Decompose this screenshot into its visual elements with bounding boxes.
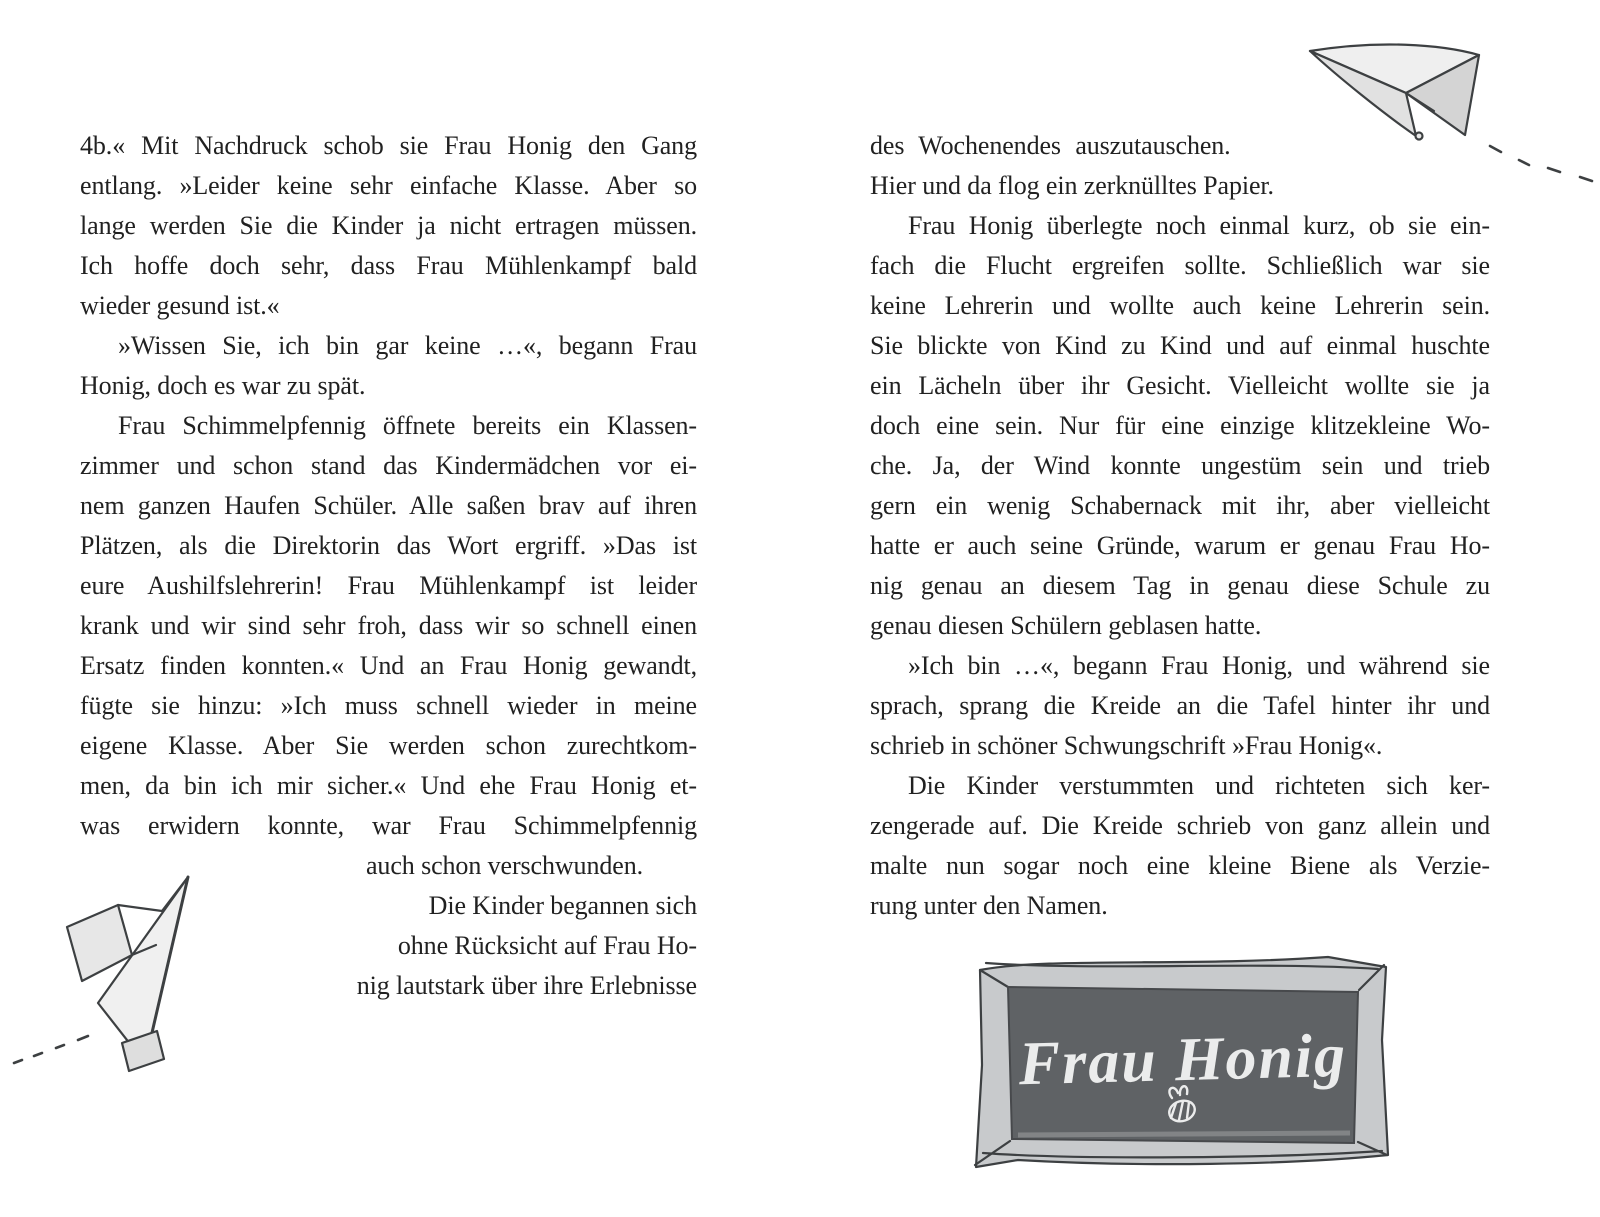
chalkboard-name-text: Frau Honig xyxy=(1017,1021,1348,1099)
text-line: Plätzen, als die Direktorin das Wort ergriff. »Das ist xyxy=(80,531,697,560)
text-line: eigene Klasse. Aber Sie werden schon zurechtkom- xyxy=(80,731,697,760)
text-line: fügte sie hinzu: »Ich muss schnell wieder in meine xyxy=(80,691,697,720)
text-line: malte nun sogar noch eine kleine Biene als Verzie- xyxy=(870,851,1490,880)
text-line: Sie blickte von Kind zu Kind und auf einmal huschte xyxy=(870,331,1490,360)
text-line: zimmer und schon stand das Kindermädchen vor ei- xyxy=(80,451,697,480)
text-line: Die Kinder begannen sich xyxy=(428,891,697,920)
text-line: wieder gesund ist.« xyxy=(80,291,280,320)
text-line: Frau Honig überlegte noch einmal kurz, ob sie ein- xyxy=(908,211,1490,240)
text-line: entlang. »Leider keine sehr einfache Klasse. Aber so xyxy=(80,171,697,200)
text-line: was erwidern konnte, war Frau Schimmelpfennig xyxy=(80,811,697,840)
text-line: sprach, sprang die Kreide an die Tafel hinter ihr und xyxy=(870,691,1490,720)
text-line: ohne Rücksicht auf Frau Ho- xyxy=(397,931,697,960)
text-line: eure Aushilfslehrerin! Frau Mühlenkampf ist leider xyxy=(80,571,697,600)
text-line: fach die Flucht ergreifen sollte. Schließlich war sie xyxy=(870,251,1490,280)
text-line: nig lautstark über ihre Erlebnisse xyxy=(356,971,697,1000)
text-line: zengerade auf. Die Kreide schrieb von ganz allein und xyxy=(870,811,1490,840)
text-line: ein Lächeln über ihr Gesicht. Vielleicht wollte sie ja xyxy=(870,371,1490,400)
text-line: genau diesen Schülern geblasen hatte. xyxy=(870,611,1262,640)
airplane-trail-dashes xyxy=(1490,146,1592,181)
text-line: doch eine sein. Nur für eine einzige klitzekleine Wo- xyxy=(870,411,1490,440)
text-line: gern ein wenig Schabernack mit ihr, aber vielleicht xyxy=(870,491,1490,520)
text-line: rung unter den Namen. xyxy=(870,891,1108,920)
chalkboard-illustration xyxy=(958,945,1408,1180)
text-line: Frau Schimmelpfennig öffnete bereits ein Klassen- xyxy=(118,411,697,440)
text-line: »Wissen Sie, ich bin gar keine …«, begann Frau xyxy=(118,331,697,360)
text-line: »Ich bin …«, begann Frau Honig, und während sie xyxy=(908,651,1490,680)
text-line: Honig, doch es war zu spät. xyxy=(80,371,366,400)
text-line: auch schon verschwunden. xyxy=(365,851,643,880)
text-line: men, da bin ich mir sicher.« Und ehe Frau Honig et- xyxy=(80,771,697,800)
text-line: Ersatz finden konnten.« Und an Frau Honig gewandt, xyxy=(80,651,697,680)
text-line: keine Lehrerin und wollte auch keine Lehrerin sein. xyxy=(870,291,1490,320)
text-line: nem ganzen Haufen Schüler. Alle saßen brav auf ihren xyxy=(80,491,697,520)
text-line: che. Ja, der Wind konnte ungestüm sein und trieb xyxy=(870,451,1490,480)
text-line: krank und wir sind sehr froh, dass wir so schnell einen xyxy=(80,611,697,640)
airplane-trail-dashes xyxy=(14,1036,88,1063)
text-line: 4b.« Mit Nachdruck schob sie Frau Honig den Gang xyxy=(80,131,697,160)
text-line: lange werden Sie die Kinder ja nicht ertragen müssen. xyxy=(80,211,697,240)
text-line: Ich hoffe doch sehr, dass Frau Mühlenkampf bald xyxy=(80,251,697,280)
paper-airplane-icon xyxy=(10,855,240,1080)
text-line: hatte er auch seine Gründe, warum er genau Frau Ho- xyxy=(870,531,1490,560)
text-line: Hier und da flog ein zerknülltes Papier. xyxy=(870,171,1274,200)
text-line: schrieb in schöner Schwungschrift »Frau Honig«. xyxy=(870,731,1383,760)
text-line: Die Kinder verstummten und richteten sich ker- xyxy=(908,771,1490,800)
paper-airplane-icon xyxy=(1258,15,1600,200)
right-page-text xyxy=(870,126,1490,926)
text-line: des Wochenendes auszutauschen. xyxy=(870,131,1231,160)
text-line: nig genau an diesem Tag in genau diese Schule zu xyxy=(870,571,1490,600)
